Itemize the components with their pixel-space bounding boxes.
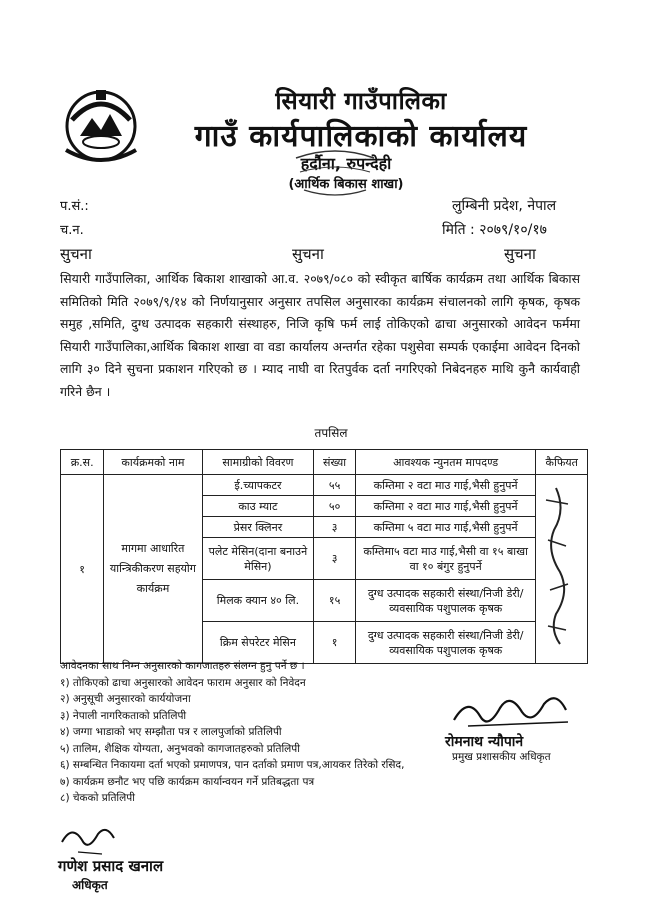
header-serial: क्र.स.	[61, 450, 104, 475]
qty-cell: ५०	[314, 496, 356, 517]
requirements-intro: आवेदनका साथ निम्न अनुसारको कागजातहरु संलग्न हुनु पर्ने छ ।	[60, 660, 305, 672]
header-qty: संख्या	[314, 450, 356, 475]
table-row	[61, 475, 588, 496]
header-program: कार्यक्रमको नाम	[104, 450, 202, 475]
item-cell: पलेट मेसिन(दाना बनाउने मेसिन)	[202, 538, 314, 580]
cao-name: रोमनाथ न्यौपाने	[445, 734, 524, 750]
item-cell: काउ म्याट	[202, 496, 314, 517]
criteria-cell: कम्तिमा २ वटा माउ गाई,भैसी हुनुपर्ने	[355, 475, 536, 496]
serial-cell: १	[61, 475, 104, 664]
header-remarks: कैफियत	[536, 450, 588, 475]
section-name: (आर्थिक बिकास शाखा)	[288, 177, 404, 192]
schedule-title: तपसिल	[314, 426, 348, 440]
criteria-cell: कम्तिमा५ वटा माउ गाई,भैसी वा १५ बाखा वा १० बंगुर हुनुपर्ने	[355, 538, 536, 580]
date-text: मिति : २०७९/१०/१७	[442, 222, 547, 238]
officer-title: अधिकृत	[72, 878, 108, 892]
item-cell: मिलक क्यान ४० लि.	[202, 580, 314, 622]
list-item: ८) चेकको प्रतिलिपी	[60, 792, 135, 804]
notice-heading: सुचना	[504, 245, 536, 263]
list-item: ४) जग्गा भाडाको भए सम्झौता पत्र र लालपुर्जाको प्रतिलिपी	[60, 726, 282, 738]
officer-name: गणेश प्रसाद खनाल	[58, 857, 164, 875]
qty-cell: १५	[314, 580, 356, 622]
office-title: गाउँ कार्यपालिकाको कार्यालय	[194, 119, 528, 154]
notice-heading: सुचना	[292, 245, 324, 263]
list-item: ६) सम्बन्धित निकायमा दर्ता भएको प्रमाणपत्र, पान दर्ताको प्रमाण पत्र,आयकर तिरेको रसिद,	[60, 759, 405, 771]
cao-title: प्रमुख प्रशासकीय अधिकृत	[452, 751, 551, 763]
criteria-cell: कम्तिमा ५ वटा माउ गाई,भैसी हुनुपर्ने	[355, 517, 536, 538]
header-criteria: आवश्यक न्युनतम मापदण्ड	[355, 450, 536, 475]
qty-cell: ३	[314, 517, 356, 538]
list-item: १) तोकिएको ढाचा अनुसारको आवेदन फाराम अनुसार को निवेदन	[60, 676, 306, 689]
table-header-row	[61, 450, 588, 475]
dispatch-number-label: च.न.	[60, 223, 84, 238]
header-item: सामाग्रीको विवरण	[202, 450, 314, 475]
item-cell: ई.च्यापकटर	[202, 475, 314, 496]
signature-icon	[58, 822, 118, 858]
office-location: हर्दौना, रुपन्देही	[300, 154, 392, 173]
criteria-cell: कम्तिमा २ वटा माउ गाई,भैसी हुनुपर्ने	[355, 496, 536, 517]
round-stamp-icon	[290, 148, 380, 200]
reference-number-label: प.सं.:	[60, 199, 89, 214]
notice-body: सियारी गाउँपालिका, आर्थिक बिकाश शाखाको आ.व. २०७९/०८० को स्वीकृत बार्षिक कार्यक्रम तथा आर्थिक बिकास समितिको मिति २०७९/९/१४ को निर्णयानुसार अनुसार तपसिल अनुसारका कार्यक्रम संचालनको लागि कृषक, कृषक समुह ,समिति, दुग्ध उत्पादक सहकारी संस्थाहरु, निजि कृषि फर्म लाई तोकिएको ढाचा अनुसारको आवेदन फर्ममा सियारी गाउँपालिका,आर्थिक बिकाश शाखा वा वडा कार्यालय अन्तर्गत रहेका पशुसेवा सम्पर्क एकाईमा आवेदन दिनको लागि ३० दिने सुचना प्रकाशन गरिएको छ । म्याद नाघी वा रितपुर्वक दर्ता नगरिएको निबेदनहरु माथि कुनै कार्यवाही गरिने छैन ।	[60, 271, 580, 399]
program-table	[60, 449, 588, 664]
criteria-cell: दुग्ध उत्पादक सहकारी संस्था/निजी डेरी/व्यवसायिक पशुपालक कृषक	[355, 622, 536, 664]
list-item: २) अनुसूची अनुसारको कार्ययोजना	[60, 693, 191, 705]
qty-cell: ५५	[314, 475, 356, 496]
program-cell: मागमा आधारित यान्त्रिकीकरण सहयोग कार्यक्रम	[104, 475, 202, 664]
item-cell: क्रिम सेपरेटर मेसिन	[202, 622, 314, 664]
signature-icon	[448, 686, 588, 734]
list-item: ७) कार्यक्रम छनौट भए पछि कार्यक्रम कार्यान्वयन गर्ने प्रतिबद्धता पत्र	[60, 775, 315, 788]
criteria-cell: दुग्ध उत्पादक सहकारी संस्था/निजी डेरी/व्यवसायिक पशुपालक कृषक	[355, 580, 536, 622]
notice-heading: सुचना	[60, 245, 92, 263]
province-text: लुम्बिनी प्रदेश, नेपाल	[452, 198, 557, 214]
municipality-title: सियारी गाउँपालिका	[275, 87, 447, 115]
item-cell: प्रेसर क्लिनर	[202, 517, 314, 538]
handwritten-remark-icon	[536, 480, 582, 650]
qty-cell: ३	[314, 538, 356, 580]
list-item: ५) तालिम, शैक्षिक योग्यता, अनुभवको कागजातहरुको प्रतिलिपी	[60, 742, 300, 755]
qty-cell: १	[314, 622, 356, 664]
list-item: ३) नेपाली नागरिकताको प्रतिलिपी	[60, 709, 187, 722]
